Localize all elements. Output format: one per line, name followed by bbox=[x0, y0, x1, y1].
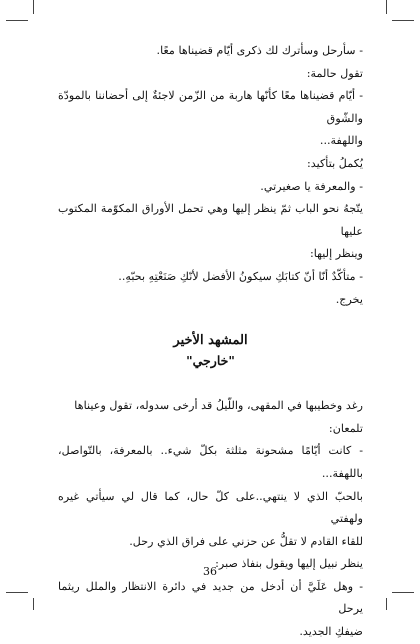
text-line: - كانت أيّامًا مشحونة مثلثة بكلّ شيء.. بالمعرفة، بالتّواصل، باللهفة... bbox=[58, 444, 363, 480]
text-line: يتّجهُ نحو الباب ثمّ ينظر إليها وهي تحمل الأوراق المكوّمة المكتوب عليها bbox=[58, 202, 363, 238]
crop-mark-top-right-h bbox=[392, 20, 414, 21]
text-line: - متأكّدٌ أنّا أنّ كتابَكِ سيكونُ الأفضل لأنّكِ صَنَعْتِهِ بحبّهِ.. bbox=[118, 269, 363, 283]
text-line: وينظر إليها: bbox=[309, 247, 363, 261]
crop-mark-top-left-v bbox=[33, 0, 34, 14]
scene-title: المشهد الأخير bbox=[173, 333, 248, 349]
crop-mark-top-left-h bbox=[6, 20, 28, 21]
crop-mark-bottom-right-v bbox=[386, 598, 387, 610]
text-line: - سأرحل وسأترك لك ذكرى أيّام قضيناها معًا. bbox=[156, 44, 363, 57]
text-line: - والمعرفة يا صغيرتي. bbox=[260, 179, 363, 193]
crop-mark-bottom-left-h bbox=[6, 592, 28, 593]
text-line: بالحبّ الذي لا ينتهي..على كلّ حال، كما قال لي سيأتي غيره ولهفتي bbox=[58, 489, 363, 526]
text-line: واللهفة... bbox=[319, 134, 363, 148]
text-line: ضيفكِ الجديد. bbox=[299, 625, 363, 639]
page-number: 36 bbox=[203, 565, 217, 578]
book-page-text bbox=[58, 40, 363, 644]
text-line: ينظر نبيل إليها ويقول بنفاذ صبر: bbox=[215, 557, 363, 571]
text-line: - وهل عَلَيَّ أن أدخل من جديد في دائرة الانتظار والملل ريثما يرحل bbox=[58, 579, 363, 616]
text-line: - أيّام قضيناها معًا كأنّها هاربة من الزّمن لاجئةٌ إلى أحضاننا بالمودّة والشّوق bbox=[58, 89, 363, 125]
text-line: للقاء القادم لا تقلُّ عن حزني على فراق الذي رحل. bbox=[129, 534, 363, 548]
crop-mark-bottom-right-h bbox=[392, 592, 414, 593]
scene-heading bbox=[58, 331, 363, 371]
text-line: تلمعان: bbox=[328, 421, 363, 435]
crop-mark-top-right-v bbox=[386, 0, 387, 14]
scene-subtitle: "خارجي" bbox=[186, 353, 235, 369]
text-line: يخرج. bbox=[335, 292, 363, 306]
text-line: يُكملُ بتأكيد: bbox=[306, 156, 363, 170]
crop-mark-bottom-left-v bbox=[33, 598, 34, 610]
text-line: رغد وخطيبها في المقهى، واللّيلُ قد أرخى سدوله، تقول وعيناها bbox=[74, 399, 363, 413]
text-line: تقول حالمة: bbox=[306, 66, 363, 80]
